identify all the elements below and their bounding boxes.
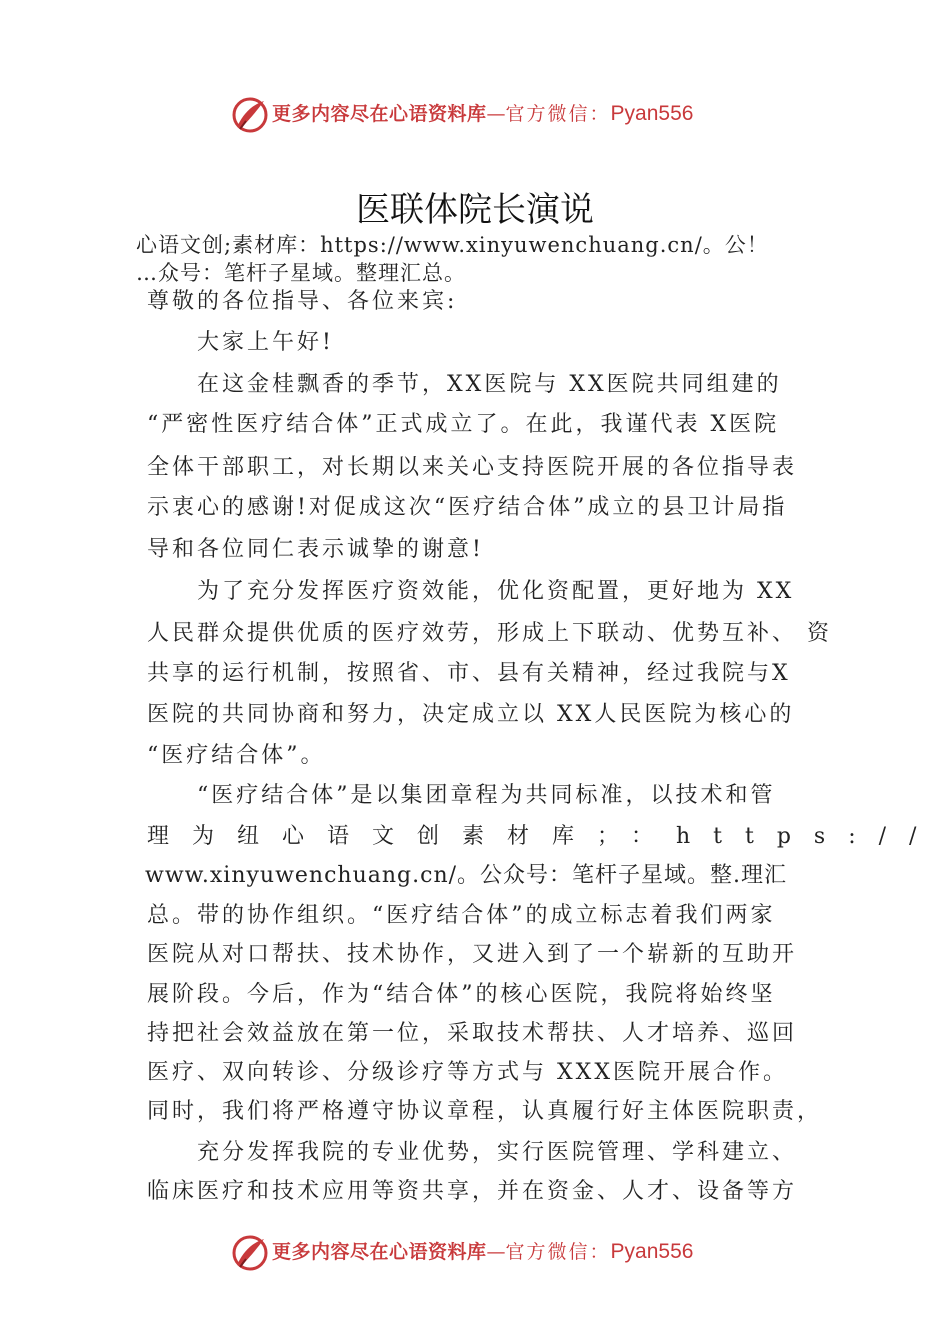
pen-nib-logo-icon [230,95,270,135]
body-line: “严密性医疗结合体”正式成立了。在此，我谨代表 X医院 [147,412,780,437]
body-line: 大家上午好! [197,330,334,355]
footer-banner [0,1233,950,1273]
body-line: 同时，我们将严格遵守协议章程，认真履行好主体医院职责， [147,1099,823,1124]
banner-wechat-id: Pyan556 [610,1240,694,1263]
body-line: “医疗结合体”。 [147,743,326,768]
salutation: 尊敬的各位指导、各位来宾: [147,289,458,314]
body-line: 医疗、双向转诊、分级诊疗等方式与 XXX医院开展合作。 [147,1060,788,1085]
body-line: www.xinyuwenchuang.cn/。公众号：笔杆子星域。整.理汇 [145,863,788,888]
body-line: 共享的运行机制，按照省、市、县有关精神，经过我院与X [147,661,791,686]
pen-nib-logo-icon [230,1233,270,1273]
body-line: 为了充分发挥医疗资效能，优化资配置，更好地为 XX [197,579,795,604]
body-line: 人民群众提供优质的医疗效劳，形成上下联动、优势互补、 资 [147,621,832,646]
banner-wechat-label: 官方微信： [505,1241,611,1263]
body-line: 全体干部职工，对长期以来关心支持医院开展的各位指导表 [147,455,798,480]
document-title: 医联体院长演说 [356,190,594,230]
body-line: 示衷心的感谢!对促成这次“医疗结合体”成立的县卫计局指 [147,495,788,520]
body-line: 医院的共同协商和努力，决定成立以 XX人民医院为核心的 [147,702,795,727]
source-line-2: …众号：笔杆子星域。整理汇总。 [136,261,466,285]
body-line: 理为纽心语文创素材库；：https:// [147,824,940,849]
banner-text [272,1239,693,1265]
body-line: 导和各位同仁表示诚挚的谢意! [147,537,484,562]
banner-separator: — [486,1241,506,1263]
banner-brand-text: 更多内容尽在心语资料库 [272,1241,487,1263]
banner-text [272,101,693,127]
header-banner [0,95,950,135]
body-line: 展阶段。今后，作为“结合体”的核心医院，我院将始终坚 [147,982,776,1007]
body-line: 医院从对口帮扶、技术协作，又进入到了一个崭新的互助开 [147,942,798,967]
banner-separator: — [486,103,506,125]
body-line: 总。带的协作组织。“医疗结合体”的成立标志着我们两家 [147,903,776,928]
body-line: “医疗结合体”是以集团章程为共同标准，以技术和管 [197,783,776,808]
body-line: 在这金桂飘香的季节，XX医院与 XX医院共同组建的 [197,372,782,397]
source-line-1: 心语文创;素材库：https://www.xinyuwenchuang.cn/。公！ [136,233,769,257]
banner-wechat-id: Pyan556 [610,102,694,125]
body-line: 充分发挥我院的专业优势，实行医院管理、学科建立、 [197,1140,798,1165]
banner-brand-text: 更多内容尽在心语资料库 [272,103,487,125]
body-line: 持把社会效益放在第一位，采取技术帮扶、人才培养、巡回 [147,1021,798,1046]
banner-wechat-label: 官方微信： [505,103,611,125]
body-line: 临床医疗和技术应用等资共享，并在资金、人才、设备等方 [147,1179,798,1204]
